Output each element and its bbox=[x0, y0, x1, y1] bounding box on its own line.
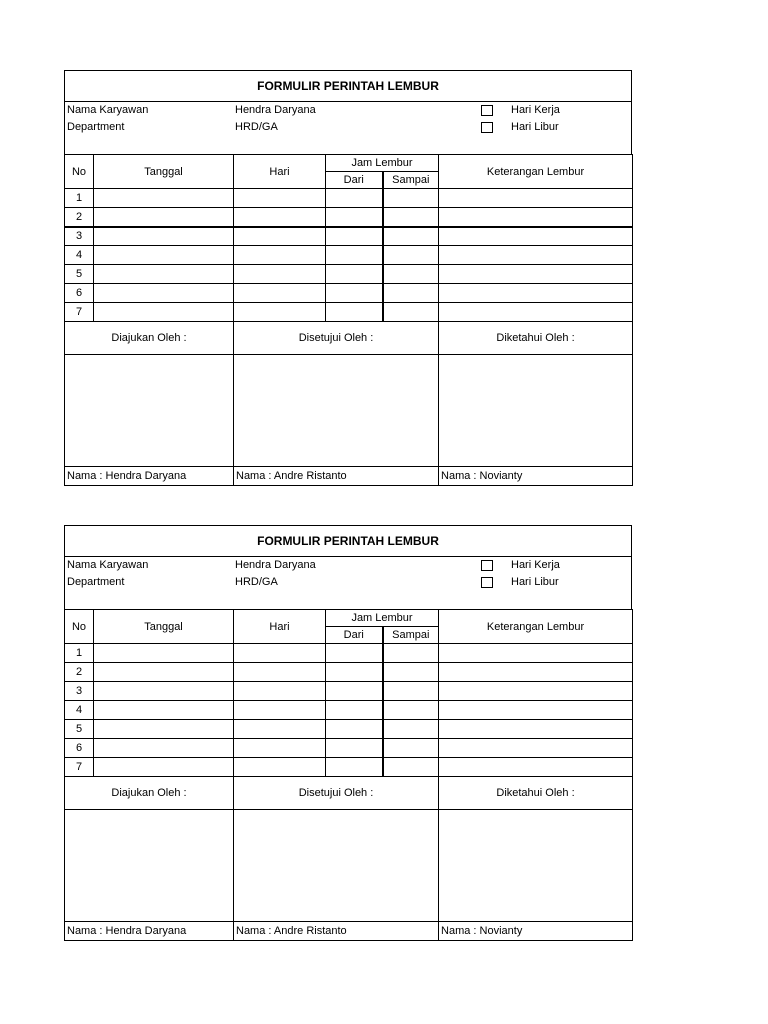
row-number: 6 bbox=[65, 739, 94, 758]
department-label: Department bbox=[67, 576, 125, 588]
overtime-table bbox=[64, 154, 633, 486]
keterangan-cell[interactable] bbox=[439, 284, 633, 303]
sampai-cell[interactable] bbox=[383, 758, 439, 777]
keterangan-cell[interactable] bbox=[439, 701, 633, 720]
table-row bbox=[65, 246, 633, 265]
sampai-cell[interactable] bbox=[383, 701, 439, 720]
hari-cell[interactable] bbox=[234, 189, 326, 208]
table-row bbox=[65, 208, 633, 227]
hari-cell[interactable] bbox=[234, 265, 326, 284]
sampai-cell[interactable] bbox=[383, 739, 439, 758]
dari-cell[interactable] bbox=[326, 720, 383, 739]
hari-cell[interactable] bbox=[234, 644, 326, 663]
tanggal-cell[interactable] bbox=[94, 265, 234, 284]
hari-cell[interactable] bbox=[234, 663, 326, 682]
table-row bbox=[65, 682, 633, 701]
dari-cell[interactable] bbox=[326, 284, 383, 303]
table-row bbox=[65, 758, 633, 777]
holiday-label: Hari Libur bbox=[511, 121, 559, 133]
hari-cell[interactable] bbox=[234, 227, 326, 246]
table-row bbox=[65, 227, 633, 246]
keterangan-cell[interactable] bbox=[439, 663, 633, 682]
sampai-cell[interactable] bbox=[383, 227, 439, 246]
dari-cell[interactable] bbox=[326, 682, 383, 701]
overtime-form bbox=[64, 70, 632, 486]
hari-cell[interactable] bbox=[234, 246, 326, 265]
hari-cell[interactable] bbox=[234, 720, 326, 739]
acknowledged-signature-area[interactable] bbox=[439, 355, 633, 467]
header-tanggal: Tanggal bbox=[94, 155, 234, 189]
approved-signature-area[interactable] bbox=[234, 810, 439, 922]
department-value: HRD/GA bbox=[235, 121, 278, 133]
keterangan-cell[interactable] bbox=[439, 208, 633, 227]
keterangan-cell[interactable] bbox=[439, 189, 633, 208]
table-row bbox=[65, 303, 633, 322]
row-number: 7 bbox=[65, 758, 94, 777]
tanggal-cell[interactable] bbox=[94, 284, 234, 303]
holiday-label: Hari Libur bbox=[511, 576, 559, 588]
workday-checkbox[interactable] bbox=[481, 105, 493, 116]
approved-name: Nama : Andre Ristanto bbox=[234, 467, 439, 486]
department-label: Department bbox=[67, 121, 125, 133]
approved-by-label: Disetujui Oleh : bbox=[234, 322, 439, 355]
row-number: 4 bbox=[65, 246, 94, 265]
submitted-signature-area[interactable] bbox=[65, 810, 234, 922]
tanggal-cell[interactable] bbox=[94, 227, 234, 246]
row-number: 5 bbox=[65, 265, 94, 284]
overtime-table bbox=[64, 609, 633, 941]
workday-label: Hari Kerja bbox=[511, 559, 560, 571]
form-title: FORMULIR PERINTAH LEMBUR bbox=[64, 70, 632, 102]
acknowledged-by-label: Diketahui Oleh : bbox=[439, 777, 633, 810]
tanggal-cell[interactable] bbox=[94, 739, 234, 758]
row-number: 4 bbox=[65, 701, 94, 720]
header-dari: Dari bbox=[326, 627, 383, 644]
sampai-cell[interactable] bbox=[383, 284, 439, 303]
submitted-signature-area[interactable] bbox=[65, 355, 234, 467]
tanggal-cell[interactable] bbox=[94, 701, 234, 720]
hari-cell[interactable] bbox=[234, 739, 326, 758]
dari-cell[interactable] bbox=[326, 739, 383, 758]
keterangan-cell[interactable] bbox=[439, 720, 633, 739]
table-row bbox=[65, 739, 633, 758]
form-title: FORMULIR PERINTAH LEMBUR bbox=[64, 525, 632, 557]
employee-info bbox=[64, 557, 632, 609]
table-row bbox=[65, 284, 633, 303]
tanggal-cell[interactable] bbox=[94, 189, 234, 208]
row-number: 5 bbox=[65, 720, 94, 739]
header-no: No bbox=[65, 155, 94, 189]
hari-cell[interactable] bbox=[234, 303, 326, 322]
tanggal-cell[interactable] bbox=[94, 303, 234, 322]
header-jam-lembur: Jam Lembur bbox=[326, 155, 439, 172]
header-hari: Hari bbox=[234, 610, 326, 644]
hari-cell[interactable] bbox=[234, 701, 326, 720]
keterangan-cell[interactable] bbox=[439, 246, 633, 265]
keterangan-cell[interactable] bbox=[439, 227, 633, 246]
header-sampai: Sampai bbox=[383, 172, 439, 189]
acknowledged-name: Nama : Novianty bbox=[439, 922, 633, 941]
sampai-cell[interactable] bbox=[383, 644, 439, 663]
tanggal-cell[interactable] bbox=[94, 246, 234, 265]
row-number: 1 bbox=[65, 644, 94, 663]
table-row bbox=[65, 720, 633, 739]
tanggal-cell[interactable] bbox=[94, 758, 234, 777]
dari-cell[interactable] bbox=[326, 265, 383, 284]
header-tanggal: Tanggal bbox=[94, 610, 234, 644]
dari-cell[interactable] bbox=[326, 246, 383, 265]
dari-cell[interactable] bbox=[326, 227, 383, 246]
sampai-cell[interactable] bbox=[383, 663, 439, 682]
dari-cell[interactable] bbox=[326, 701, 383, 720]
dari-cell[interactable] bbox=[326, 663, 383, 682]
header-keterangan: Keterangan Lembur bbox=[439, 610, 633, 644]
workday-label: Hari Kerja bbox=[511, 104, 560, 116]
tanggal-cell[interactable] bbox=[94, 682, 234, 701]
sampai-cell[interactable] bbox=[383, 265, 439, 284]
approved-by-label: Disetujui Oleh : bbox=[234, 777, 439, 810]
tanggal-cell[interactable] bbox=[94, 663, 234, 682]
hari-cell[interactable] bbox=[234, 682, 326, 701]
dari-cell[interactable] bbox=[326, 189, 383, 208]
sampai-cell[interactable] bbox=[383, 682, 439, 701]
row-number: 2 bbox=[65, 208, 94, 227]
acknowledged-name: Nama : Novianty bbox=[439, 467, 633, 486]
header-hari: Hari bbox=[234, 155, 326, 189]
employee-value: Hendra Daryana bbox=[235, 104, 316, 116]
table-row bbox=[65, 663, 633, 682]
submitted-by-label: Diajukan Oleh : bbox=[65, 777, 234, 810]
sampai-cell[interactable] bbox=[383, 246, 439, 265]
header-sampai: Sampai bbox=[383, 627, 439, 644]
header-keterangan: Keterangan Lembur bbox=[439, 155, 633, 189]
employee-label: Nama Karyawan bbox=[67, 559, 149, 571]
row-number: 2 bbox=[65, 663, 94, 682]
keterangan-cell[interactable] bbox=[439, 303, 633, 322]
header-dari: Dari bbox=[326, 172, 383, 189]
hari-cell[interactable] bbox=[234, 284, 326, 303]
hari-cell[interactable] bbox=[234, 208, 326, 227]
department-value: HRD/GA bbox=[235, 576, 278, 588]
keterangan-cell[interactable] bbox=[439, 758, 633, 777]
row-number: 7 bbox=[65, 303, 94, 322]
tanggal-cell[interactable] bbox=[94, 208, 234, 227]
tanggal-cell[interactable] bbox=[94, 720, 234, 739]
submitted-name: Nama : Hendra Daryana bbox=[65, 467, 234, 486]
dari-cell[interactable] bbox=[326, 644, 383, 663]
keterangan-cell[interactable] bbox=[439, 265, 633, 284]
dari-cell[interactable] bbox=[326, 758, 383, 777]
approved-name: Nama : Andre Ristanto bbox=[234, 922, 439, 941]
keterangan-cell[interactable] bbox=[439, 644, 633, 663]
workday-checkbox[interactable] bbox=[481, 560, 493, 571]
keterangan-cell[interactable] bbox=[439, 682, 633, 701]
acknowledged-by-label: Diketahui Oleh : bbox=[439, 322, 633, 355]
submitted-by-label: Diajukan Oleh : bbox=[65, 322, 234, 355]
table-row bbox=[65, 701, 633, 720]
row-number: 3 bbox=[65, 682, 94, 701]
table-row bbox=[65, 644, 633, 663]
hari-cell[interactable] bbox=[234, 758, 326, 777]
employee-label: Nama Karyawan bbox=[67, 104, 149, 116]
table-row bbox=[65, 265, 633, 284]
sampai-cell[interactable] bbox=[383, 720, 439, 739]
tanggal-cell[interactable] bbox=[94, 644, 234, 663]
acknowledged-signature-area[interactable] bbox=[439, 810, 633, 922]
sampai-cell[interactable] bbox=[383, 189, 439, 208]
employee-info bbox=[64, 102, 632, 154]
approved-signature-area[interactable] bbox=[234, 355, 439, 467]
holiday-checkbox[interactable] bbox=[481, 122, 493, 133]
keterangan-cell[interactable] bbox=[439, 739, 633, 758]
header-no: No bbox=[65, 610, 94, 644]
overtime-form bbox=[64, 525, 632, 941]
sampai-cell[interactable] bbox=[383, 303, 439, 322]
row-number: 1 bbox=[65, 189, 94, 208]
dari-cell[interactable] bbox=[326, 303, 383, 322]
row-number: 3 bbox=[65, 227, 94, 246]
employee-value: Hendra Daryana bbox=[235, 559, 316, 571]
submitted-name: Nama : Hendra Daryana bbox=[65, 922, 234, 941]
holiday-checkbox[interactable] bbox=[481, 577, 493, 588]
sampai-cell[interactable] bbox=[383, 208, 439, 227]
dari-cell[interactable] bbox=[326, 208, 383, 227]
header-jam-lembur: Jam Lembur bbox=[326, 610, 439, 627]
table-row bbox=[65, 189, 633, 208]
row-number: 6 bbox=[65, 284, 94, 303]
